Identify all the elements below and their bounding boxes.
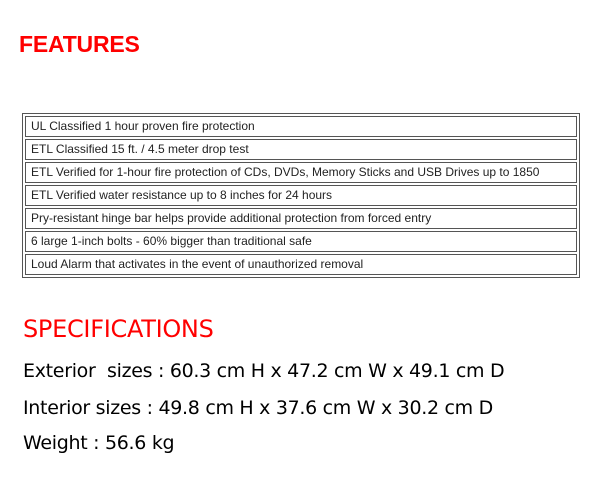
table-row [25, 208, 577, 229]
feature-cell: Pry-resistant hinge bar helps provide additional protection from forced entry [25, 208, 577, 229]
spec-exterior-sizes: Exterior sizes : 60.3 cm H x 47.2 cm W x 49.1 cm D [23, 360, 505, 382]
feature-cell: ETL Verified for 1-hour fire protection of CDs, DVDs, Memory Sticks and USB Drives up to 1850 [25, 162, 577, 183]
spec-weight: Weight : 56.6 kg [23, 432, 175, 454]
feature-cell: ETL Verified water resistance up to 8 inches for 24 hours [25, 185, 577, 206]
table-row [25, 139, 577, 160]
features-table [22, 113, 580, 278]
feature-cell: Loud Alarm that activates in the event of unauthorized removal [25, 254, 577, 275]
table-row [25, 254, 577, 275]
feature-cell: UL Classified 1 hour proven fire protection [25, 116, 577, 137]
table-row [25, 116, 577, 137]
features-heading: FEATURES [19, 31, 140, 57]
table-row [25, 162, 577, 183]
table-row [25, 185, 577, 206]
feature-cell: ETL Classified 15 ft. / 4.5 meter drop test [25, 139, 577, 160]
specifications-heading: SPECIFICATIONS [23, 315, 214, 343]
table-row [25, 231, 577, 252]
feature-cell: 6 large 1-inch bolts - 60% bigger than traditional safe [25, 231, 577, 252]
spec-interior-sizes: Interior sizes : 49.8 cm H x 37.6 cm W x 30.2 cm D [23, 397, 493, 419]
